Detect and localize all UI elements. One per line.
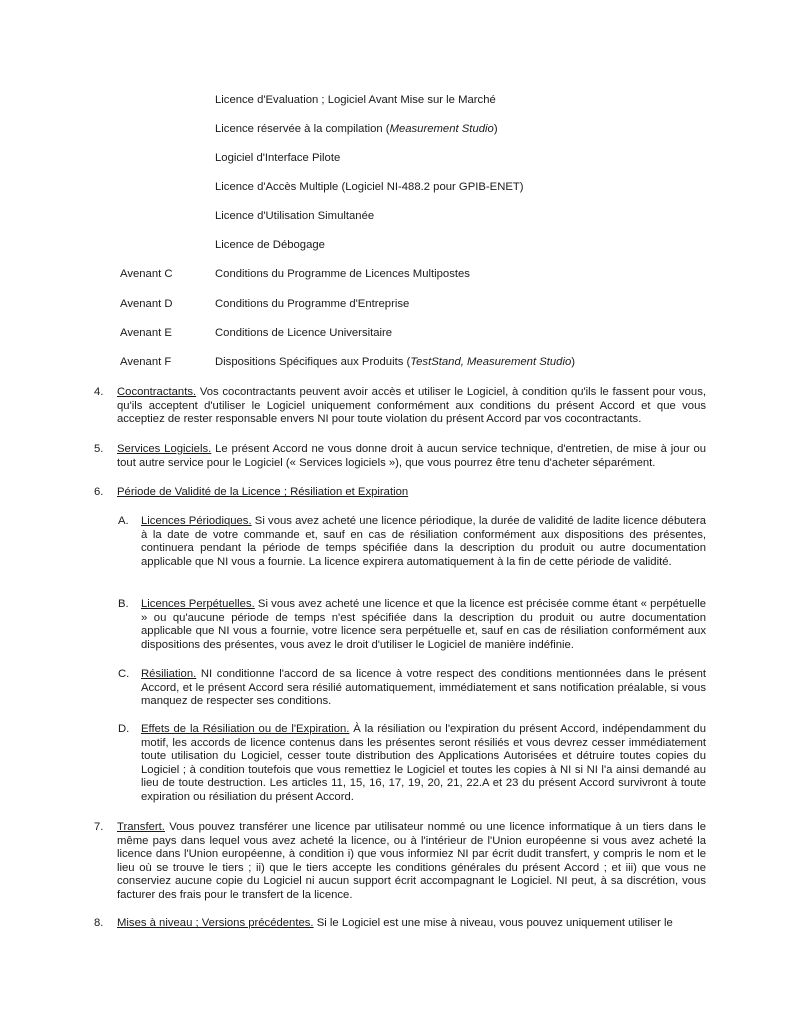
list-item-desc: Licence réservée à la compilation (Measurement Studio) — [215, 123, 498, 135]
subsection-6c — [118, 668, 706, 709]
section-body: Si le Logiciel est une mise à niveau, vous pouvez uniquement utiliser le — [313, 917, 673, 929]
subsection-title: Effets de la Résiliation ou de l'Expiration. — [141, 723, 350, 735]
subsection-title: Licences Périodiques. — [141, 515, 252, 527]
section-8 — [94, 917, 706, 931]
subsection-letter: D. — [118, 723, 130, 735]
list-item-desc: Conditions du Programme de Licences Multipostes — [215, 268, 470, 280]
subsection-6b — [118, 598, 706, 652]
subsection-text — [141, 668, 706, 709]
list-item-desc: Dispositions Spécifiques aux Produits (TestStand, Measurement Studio) — [215, 356, 576, 368]
list-item-desc: Licence d'Utilisation Simultanée — [215, 210, 375, 222]
subsection-text — [141, 723, 706, 805]
list-item-desc: Logiciel d'Interface Pilote — [215, 152, 341, 164]
section-6 — [94, 486, 706, 500]
subsection-6a — [118, 515, 706, 569]
list-item-desc: Conditions de Licence Universitaire — [215, 327, 393, 339]
section-5 — [94, 443, 706, 470]
section-number: 4. — [94, 386, 104, 398]
subsection-text — [141, 515, 706, 569]
section-title: Cocontractants. — [117, 386, 197, 398]
annex-label: Avenant E — [120, 327, 172, 339]
list-item-desc: Licence de Débogage — [215, 239, 325, 251]
section-7 — [94, 821, 706, 903]
annex-label: Avenant D — [120, 298, 173, 310]
section-number: 7. — [94, 821, 104, 833]
section-4 — [94, 386, 706, 427]
section-number: 8. — [94, 917, 104, 929]
section-body: Vous pouvez transférer une licence par utilisateur nommé ou une licence informatique à un tiers dans le même pays dans lequel vous avez acheté la licence, ou à l'intérieur de l'Union européenne si vous avez acheté la licence dans l'Union européenne, à condition i) que vous informiez NI par écrit dudit transfert, y compris le nom et le lieu où se trouve le tiers ; ii) que le tiers accepte les conditions générales du présent Accord ; et iii) que vous ne conserviez aucune copie du Logiciel ni aucun support écrit accompagnant le Logiciel. NI peut, à sa discrétion, vous facturer des frais pour le transfert de la licence. — [117, 821, 706, 901]
section-title: Services Logiciels. — [117, 443, 212, 455]
subsection-body: NI conditionne l'accord de sa licence à votre respect des conditions mentionnées dans le présent Accord, et le présent Accord sera résilié automatiquement, immédiatement et sans notification préalable, si vous manquez de respecter ses conditions. — [141, 668, 706, 708]
annex-label: Avenant F — [120, 356, 172, 368]
subsection-letter: B. — [118, 598, 129, 610]
subsection-6d — [118, 723, 706, 805]
section-text — [117, 443, 706, 470]
subsection-body: Si vous avez acheté une licence périodique, la durée de validité de ladite licence débutera à la date de votre commande et, sauf en cas de résiliation conformément aux dispositions des présentes, continuera pendant la période de temps spécifiée dans la description du produit ou autre documentation applicable que NI vous a fournie. La licence expirera automatiquement à la fin de cette période de validité. — [141, 515, 706, 568]
subsection-letter: C. — [118, 668, 130, 680]
section-number: 6. — [94, 486, 104, 498]
list-item-desc: Conditions du Programme d'Entreprise — [215, 298, 410, 310]
annex-label: Avenant C — [120, 268, 173, 280]
section-number: 5. — [94, 443, 104, 455]
section-body: Le présent Accord ne vous donne droit à aucun service technique, d'entretien, de mise à jour ou tout autre service pour le Logiciel (« Services logiciels »), que vous pourrez être tenu d'acheter séparément. — [117, 443, 707, 469]
section-title: Mises à niveau ; Versions précédentes. — [117, 917, 314, 929]
section-body: Vos cocontractants peuvent avoir accès et utiliser le Logiciel, à condition qu'ils le fassent pour vous, qu'ils acceptent d'utiliser le Logiciel uniquement conformément aux conditions du présent Accord et que vous acceptiez de rester responsable envers NI pour toute violation du présent Accord par vos cocontractants. — [117, 386, 706, 426]
subsection-letter: A. — [118, 515, 129, 527]
subsection-text — [141, 598, 706, 652]
section-text — [117, 821, 706, 903]
section-text — [117, 917, 706, 931]
subsection-title: Licences Perpétuelles. — [141, 598, 255, 610]
section-title: Transfert. — [117, 821, 165, 833]
list-item-desc: Licence d'Evaluation ; Logiciel Avant Mise sur le Marché — [215, 94, 496, 106]
subsection-body: À la résiliation ou l'expiration du présent Accord, indépendamment du motif, les accords de licence contenus dans les présentes seront résiliés et vous devrez cesser immédiatement toute utilisation du Logiciel, cesser toute distribution des Applications Autorisées et détruire toutes copies du Logiciel ; à condition toutefois que vous remettiez le Logiciel et toutes les copies à NI si NI l'a ainsi demandé au lieu de toute destruction. Les articles 11, 15, 16, 17, 19, 20, 21, 22.A et 23 du présent Accord survivront à toute expiration ou résiliation du présent Accord. — [141, 723, 706, 803]
list-item-desc: Licence d'Accès Multiple (Logiciel NI-488.2 pour GPIB-ENET) — [215, 181, 524, 193]
subsection-title: Résiliation. — [141, 668, 197, 680]
subsection-body: Si vous avez acheté une licence et que la licence est précisée comme étant « perpétuelle » ou qu'aucune période de temps n'est spécifiée dans la description du produit ou autre documentation applicable que NI vous a fournie, votre licence sera perpétuelle et, sauf en cas de résiliation conformément aux dispositions des présentes, vous avez le droit d'utiliser le Logiciel de manière indéfinie. — [141, 598, 706, 651]
section-title: Période de Validité de la Licence ; Résiliation et Expiration — [117, 486, 409, 498]
section-text — [117, 386, 706, 427]
section-text — [117, 486, 706, 500]
